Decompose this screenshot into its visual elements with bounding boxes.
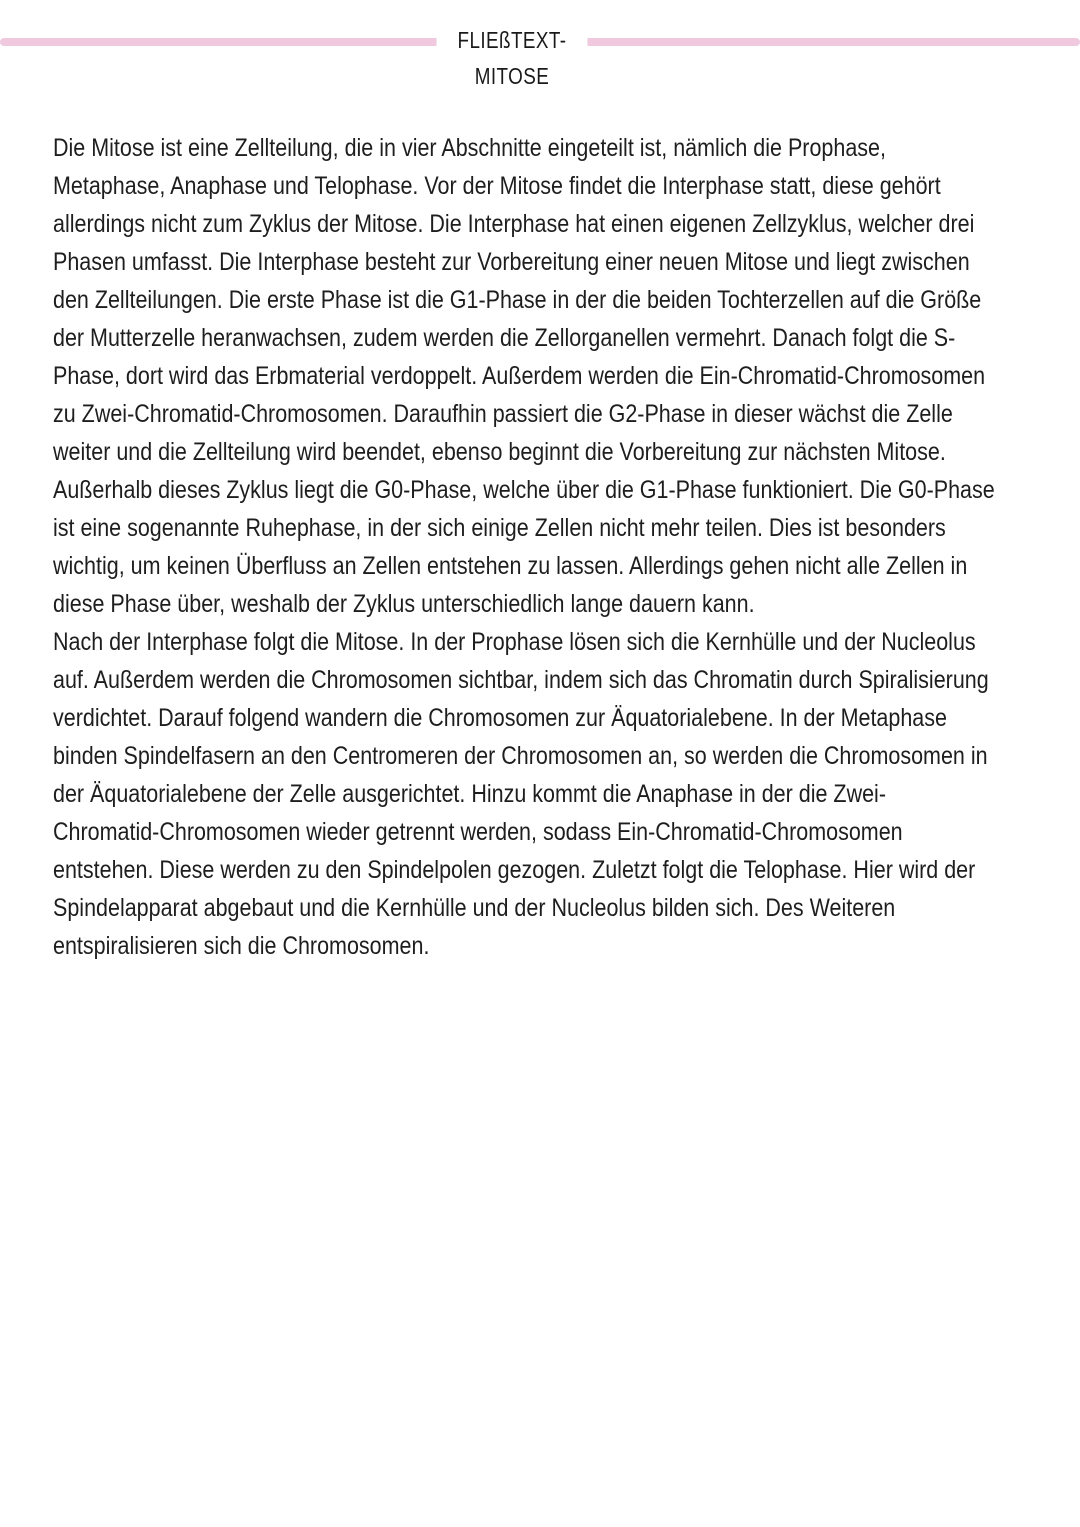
text-line: ist eine sogenannte Ruhephase, in der sich einige Zellen nicht mehr teilen. Dies ist besonders [53, 514, 946, 542]
text-line: weiter und die Zellteilung wird beendet, ebenso beginnt die Vorbereitung zur nächsten Mitose. [53, 438, 946, 466]
body-paragraph [53, 129, 1043, 965]
text-line: Nach der Interphase folgt die Mitose. In der Prophase lösen sich die Kernhülle und der Nucleolus [53, 628, 976, 656]
page-header [0, 0, 1080, 89]
text-line: entspiralisieren sich die Chromosomen. [53, 932, 430, 960]
text-line: entstehen. Diese werden zu den Spindelpolen gezogen. Zuletzt folgt die Telophase. Hier wird der [53, 856, 976, 884]
text-line: der Äquatorialebene der Zelle ausgerichtet. Hinzu kommt die Anaphase in der die Zwei- [53, 780, 886, 808]
text-line: den Zellteilungen. Die erste Phase ist die G1-Phase in der die beiden Tochterzellen auf die Größe [53, 286, 982, 314]
text-line: Phase, dort wird das Erbmaterial verdoppelt. Außerdem werden die Ein-Chromatid-Chromosomen [53, 362, 986, 390]
text-line: Phasen umfasst. Die Interphase besteht zur Vorbereitung einer neuen Mitose und liegt zwischen [53, 248, 970, 276]
text-line: auf. Außerdem werden die Chromosomen sichtbar, indem sich das Chromatin durch Spiralisierung [53, 666, 989, 694]
text-line: der Mutterzelle heranwachsen, zudem werden die Zellorganellen vermehrt. Danach folgt die S- [53, 324, 956, 352]
text-line: Die Mitose ist eine Zellteilung, die in vier Abschnitte eingeteilt ist, nämlich die Prophase, [53, 134, 886, 162]
text-line: Spindelapparat abgebaut und die Kernhülle und der Nucleolus bilden sich. Des Weiteren [53, 894, 896, 922]
text-line: allerdings nicht zum Zyklus der Mitose. Die Interphase hat einen eigenen Zellzyklus, welcher drei [53, 210, 975, 238]
text-line: verdichtet. Darauf folgend wandern die Chromosomen zur Äquatorialebene. In der Metaphase [53, 704, 947, 732]
text-line: wichtig, um keinen Überfluss an Zellen entstehen zu lassen. Allerdings gehen nicht alle Zellen in [53, 552, 968, 580]
page-title: FLIEßTEXT-MITOSE [437, 22, 588, 94]
text-line: zu Zwei-Chromatid-Chromosomen. Daraufhin passiert die G2-Phase in dieser wächst die Zelle [53, 400, 953, 428]
text-line: binden Spindelfasern an den Centromeren der Chromosomen an, so werden die Chromosomen in [53, 742, 988, 770]
text-line: Chromatid-Chromosomen wieder getrennt werden, sodass Ein-Chromatid-Chromosomen [53, 818, 903, 846]
text-line: Außerhalb dieses Zyklus liegt die G0-Phase, welche über die G1-Phase funktioniert. Die G0-Phase [53, 476, 995, 504]
text-line: diese Phase über, weshalb der Zyklus unterschiedlich lange dauern kann. [53, 590, 755, 618]
text-line: Metaphase, Anaphase und Telophase. Vor der Mitose findet die Interphase statt, diese gehört [53, 172, 941, 200]
